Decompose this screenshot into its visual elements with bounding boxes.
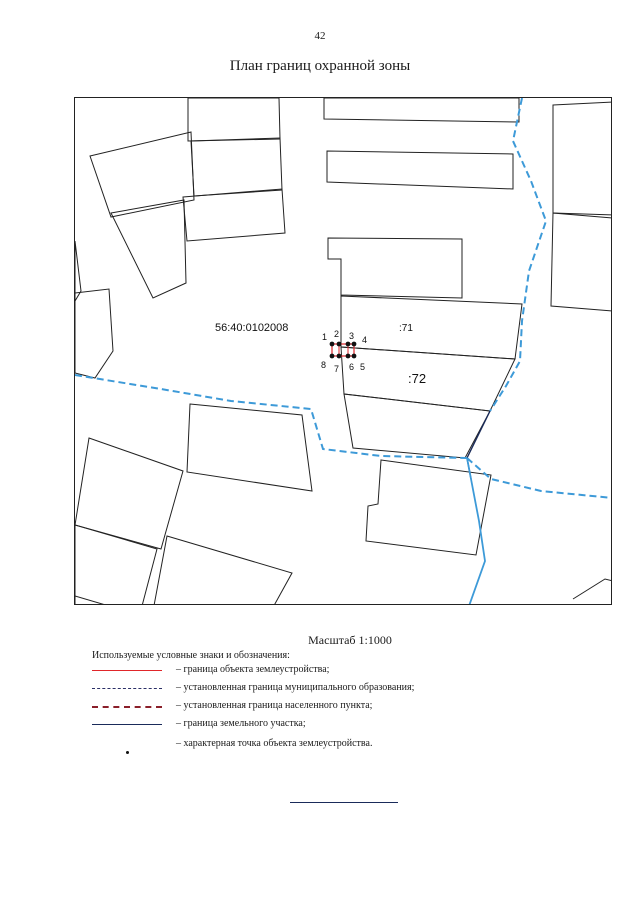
legend-label: – установленная граница населенного пункта;: [176, 700, 373, 711]
solid-blue-line: [467, 458, 485, 605]
zone-boundary-west: [75, 375, 467, 458]
point-6-label: 6: [349, 362, 355, 372]
legend-symbol-point: [126, 751, 129, 754]
point-4-marker: [352, 342, 357, 347]
legend-label: – характерная точка объекта землеустройства.: [176, 738, 373, 749]
legend-symbol-municipal-boundary: [92, 688, 162, 689]
parcel: [551, 213, 612, 311]
parcel: [573, 579, 612, 599]
scale-text: Масштаб 1:1000: [308, 633, 392, 647]
parcel: [344, 394, 490, 458]
parcel: [328, 238, 462, 298]
parcel: [324, 98, 519, 122]
legend-symbol-land-plot-boundary: [92, 724, 162, 725]
legend-item-land-plot-boundary: [92, 718, 572, 732]
parcel: [75, 596, 109, 605]
legend-label: – граница земельного участка;: [176, 718, 306, 729]
parcel: [366, 460, 491, 555]
point-7-marker: [337, 354, 342, 359]
parcel-72-outline: [341, 347, 515, 411]
zone-boundary-north: [490, 98, 546, 411]
legend-title: Используемые условные знаки и обозначения:: [92, 650, 290, 661]
point-5-label: 5: [360, 362, 366, 372]
parcel: [191, 138, 282, 196]
point-7-label: 7: [334, 364, 340, 374]
map-canvas: [75, 98, 612, 605]
cadastral-block-label: 56:40:0102008: [215, 322, 289, 334]
point-2-label: 2: [334, 329, 340, 339]
signature-line: [290, 802, 398, 803]
point-8-label: 8: [321, 360, 327, 370]
parcel: [188, 98, 280, 141]
parcel: [90, 132, 194, 217]
point-1-label: 1: [322, 332, 328, 342]
legend-label: – установленная граница муниципального образования;: [176, 682, 415, 693]
point-2-marker: [337, 342, 342, 347]
parcel: [75, 289, 113, 378]
parcel: [153, 536, 292, 605]
legend-label: – граница объекта землеустройства;: [176, 664, 330, 675]
protection-zone-boundaries: [75, 98, 612, 498]
legend-item-municipal-boundary: [92, 682, 572, 696]
parcel-71-label: :71: [399, 323, 413, 334]
point-5-marker: [352, 354, 357, 359]
legend-item-characteristic-point: [92, 738, 572, 752]
parcel: [187, 404, 312, 491]
object-boundary-rect: [332, 344, 354, 356]
point-8-marker: [330, 354, 335, 359]
zone-boundary-east: [467, 458, 612, 498]
parcel: [75, 525, 157, 605]
page-number: 42: [314, 30, 326, 42]
parcel: [183, 189, 285, 241]
parcel: [327, 151, 513, 189]
point-3-label: 3: [349, 331, 355, 341]
parcel-71-outline: [341, 296, 522, 359]
page-title: План границ охранной зоны: [229, 58, 411, 74]
point-3-marker: [346, 342, 351, 347]
parcel: [75, 438, 183, 549]
legend-item-settlement-boundary: [92, 700, 572, 714]
boundary-plan-map: [74, 97, 612, 605]
point-4-label: 4: [362, 335, 368, 345]
point-6-marker: [346, 354, 351, 359]
point-1-marker: [330, 342, 335, 347]
legend-item-object-boundary: [92, 664, 572, 678]
parcel-72-label: :72: [408, 371, 427, 386]
legend-symbol-settlement-boundary: [92, 706, 162, 708]
parcel-outlines: [75, 98, 612, 605]
parcel: [553, 102, 612, 218]
legend-symbol-object-boundary: [92, 670, 162, 671]
object-boundary: [332, 344, 354, 356]
